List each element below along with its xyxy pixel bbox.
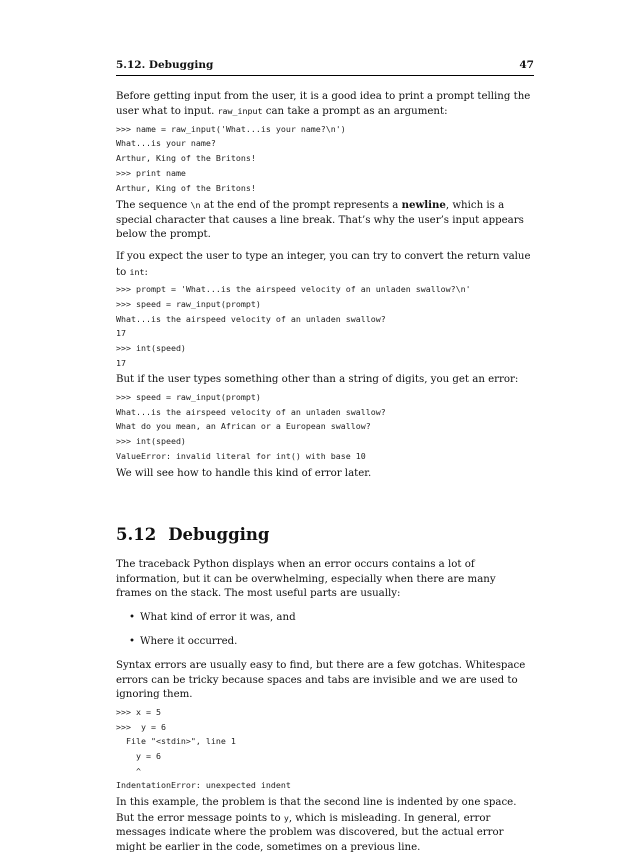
code-line: File "<stdin>", line 1 (116, 736, 236, 747)
header-rule (116, 75, 534, 76)
p2-text-b: at the end of the prompt represents a (200, 200, 402, 212)
list-item: • What kind of error it was, and (140, 611, 534, 626)
code-line: >>> x = 5 (116, 706, 161, 717)
code-line: What...is the airspeed velocity of an unladen swallow? (116, 313, 386, 324)
header-section: 5.12. Debugging (116, 59, 214, 71)
code-line: y = 6 (116, 751, 161, 762)
code-line: >>> int(speed) (116, 343, 186, 354)
p8-text-b: , which is misleading. In general, error messages indicate where the problem was discovered, but the actual error might be earlier in the code, sometimes on a previous line. (116, 812, 504, 853)
page-number: 47 (519, 59, 534, 71)
code-line: IndentationError: unexpected indent (116, 780, 291, 791)
code-line: What do you mean, an African or a European swallow? (116, 421, 371, 432)
code-block-indentation-error (116, 705, 534, 793)
paragraph-traceback: The traceback Python displays when an error occurs contains a lot of information, but it can be overwhelming, especially when there are many frames on the stack. The most useful parts are usually: (116, 559, 496, 600)
p3-text-a: If you expect the user to type an integer, you can try to convert the return value to (116, 251, 531, 278)
section-heading (116, 525, 534, 545)
code-line: >>> name = raw_input('What...is your name?\n') (116, 123, 346, 134)
code-line: ValueError: invalid literal for int() with base 10 (116, 450, 366, 461)
code-line: >>> prompt = 'What...is the airspeed velocity of an unladen swallow?\n' (116, 284, 471, 295)
code-line: >>> speed = raw_input(prompt) (116, 392, 261, 403)
code-line: 17 (116, 357, 126, 368)
inline-code-int: int (129, 266, 145, 277)
code-line: >>> int(speed) (116, 436, 186, 447)
code-block-name-prompt (116, 122, 534, 196)
paragraph-intro (116, 90, 534, 120)
p1-text-a: Before getting input from the user, it is a good idea to print a prompt telling the user what to input. (116, 90, 531, 118)
running-header (116, 58, 534, 73)
code-line: 17 (116, 328, 126, 339)
list-item: • Where it occurred. (140, 635, 534, 650)
code-line: >>> y = 6 (116, 721, 166, 732)
section-number: 5.12 (116, 525, 157, 545)
section-title: Debugging (168, 525, 270, 545)
inline-code-raw-input: raw_input (217, 106, 263, 117)
p2-text-a: The sequence (116, 200, 191, 212)
paragraph-handle-later: We will see how to handle this kind of error later. (116, 467, 372, 479)
bold-term-newline: newline (401, 199, 446, 212)
paragraph-newline (116, 198, 534, 243)
inline-code-y: y (283, 812, 289, 823)
paragraph-syntax-errors: Syntax errors are usually easy to find, but there are a few gotchas. Whitespace errors can be tricky because spaces and tabs are invisible and we are used to ignoring them. (116, 660, 526, 701)
code-line: Arthur, King of the Britons! (116, 182, 256, 193)
paragraph-int-convert (116, 250, 534, 280)
bullet-list (116, 611, 534, 649)
p8-text-a: In this example, the problem is that the second line is indented by one space. But the error message points to (116, 797, 517, 824)
p3-text-b: : (144, 266, 148, 278)
paragraph-error-intro: But if the user types something other than a string of digits, you get an error: (116, 374, 519, 386)
p1-text-b: can take a prompt as an argument: (262, 106, 448, 118)
p2-text-c: , which is a special character that causes a line break. That’s why the user’s input appears below the prompt. (116, 200, 524, 241)
code-line: Arthur, King of the Britons! (116, 153, 256, 164)
code-line: >>> print name (116, 167, 186, 178)
code-line: >>> speed = raw_input(prompt) (116, 298, 261, 309)
code-block-airspeed (116, 282, 534, 370)
code-block-value-error (116, 390, 534, 464)
code-line: ^ (116, 765, 141, 776)
code-line: What...is your name? (116, 138, 216, 149)
paragraph-misleading (116, 796, 534, 855)
inline-code-newline: \n (190, 200, 201, 211)
code-line: What...is the airspeed velocity of an unladen swallow? (116, 406, 386, 417)
book-page (116, 58, 534, 856)
